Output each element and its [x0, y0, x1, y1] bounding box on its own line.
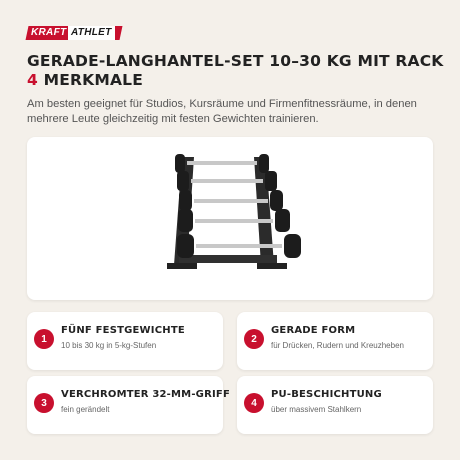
- barbell-rack-image: [27, 137, 433, 300]
- logo-text-left: KRAFT: [31, 27, 67, 38]
- feature-description: 10 bis 30 kg in 5-kg-Stufen: [61, 341, 157, 350]
- brand-logo: [26, 26, 123, 40]
- feature-title: PU-BESCHICHTUNG: [271, 389, 382, 400]
- product-image-card: [27, 137, 433, 300]
- feature-number-badge: 3: [34, 393, 54, 413]
- feature-title: FÜNF FESTGEWICHTE: [61, 325, 185, 336]
- logo-text-right: ATHLET: [68, 26, 115, 40]
- feature-card-1: [27, 312, 223, 370]
- title-line-2: [27, 71, 447, 90]
- feature-number-badge: 4: [244, 393, 264, 413]
- feature-number-badge: 2: [244, 329, 264, 349]
- feature-card-4: [237, 376, 433, 434]
- page-subtitle: Am besten geeignet für Studios, Kursräume und Firmenfitnessräume, in denen mehrere Leute gleichzeitig mit festen Gewichten trainieren.: [27, 98, 417, 125]
- title-rest: MERKMALE: [38, 71, 144, 89]
- page-title: [27, 52, 447, 90]
- feature-title: VERCHROMTER 32-MM-GRIFF: [61, 389, 230, 400]
- feature-description: über massivem Stahlkern: [271, 405, 362, 414]
- title-number: 4: [27, 71, 38, 89]
- feature-description: fein gerändelt: [61, 405, 110, 414]
- feature-number-badge: 1: [34, 329, 54, 349]
- feature-title: GERADE FORM: [271, 325, 356, 336]
- title-line-1: GERADE-LANGHANTEL-SET 10–30 KG MIT RACK: [27, 52, 444, 70]
- feature-description: für Drücken, Rudern und Kreuzheben: [271, 341, 404, 350]
- feature-card-2: [237, 312, 433, 370]
- feature-card-3: [27, 376, 230, 434]
